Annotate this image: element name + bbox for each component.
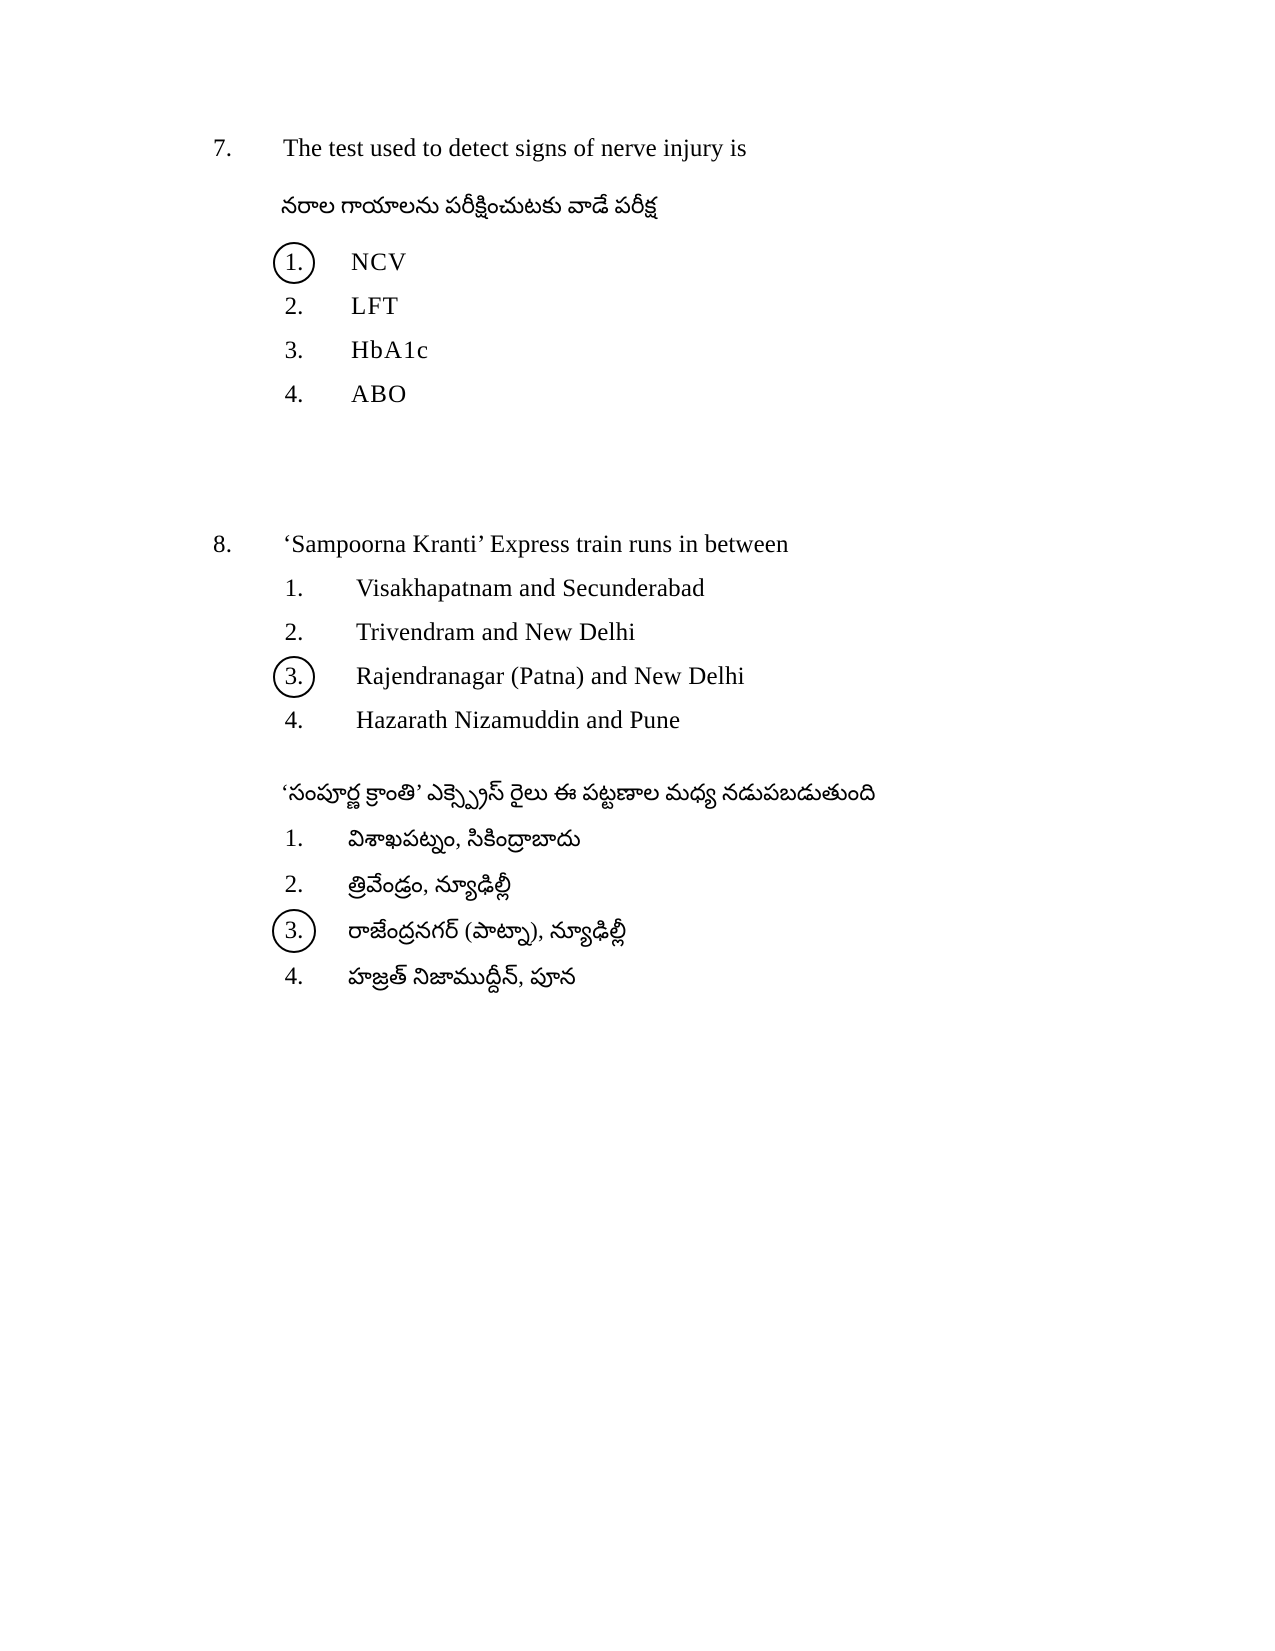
option-row[interactable] — [0, 572, 1275, 616]
option-marker-circled[interactable]: 3. — [271, 660, 317, 694]
question-8-number: 8. — [213, 531, 233, 558]
option-marker[interactable]: 1. — [284, 825, 304, 852]
option-label: HbA1c — [351, 337, 430, 364]
option-row[interactable] — [0, 914, 1275, 960]
option-label: త్రివేండ్రం, న్యూఢిల్లీ — [348, 872, 512, 897]
option-marker-circled[interactable]: 1. — [271, 246, 317, 280]
question-8-stem-english: ‘Sampoorna Kranti’ Express train runs in between — [283, 531, 789, 558]
option-marker[interactable]: 3. — [284, 337, 304, 364]
question-8-header — [0, 528, 1275, 572]
option-row[interactable] — [0, 822, 1275, 868]
option-marker[interactable]: 2. — [284, 293, 304, 320]
question-8-stem-telugu: ‘సంపూర్ణ క్రాంతి’ ఎక్స్ప్రెస్ రైలు ఈ పట్టణాల మధ్య నడుపబడుతుంది — [281, 780, 876, 805]
option-label: Hazarath Nizamuddin and Pune — [356, 707, 681, 734]
option-label: NCV — [351, 249, 408, 276]
question-8-options-english — [0, 572, 1275, 748]
question-block-8 — [0, 528, 1275, 990]
option-label: హజ్రత్ నిజాముద్దీన్, పూన — [348, 964, 577, 989]
option-row[interactable] — [0, 704, 1275, 748]
option-marker[interactable]: 1. — [284, 575, 304, 602]
option-label: Trivendram and New Delhi — [356, 619, 636, 646]
option-marker-circled[interactable]: 3. — [271, 914, 317, 948]
question-7-options-english — [0, 246, 1275, 422]
option-marker[interactable]: 4. — [284, 381, 304, 408]
question-block-7 — [0, 132, 1275, 408]
question-7-stem-telugu: నరాల గాయాలను పరీక్షించుటకు వాడే పరీక్ష — [281, 193, 657, 218]
option-label: రాజేంద్రనగర్ (పాట్నా), న్యూఢిల్లీ — [348, 918, 627, 943]
option-row[interactable] — [0, 660, 1275, 704]
option-row[interactable] — [0, 960, 1275, 1006]
option-marker[interactable]: 2. — [284, 871, 304, 898]
option-row[interactable] — [0, 378, 1275, 422]
option-marker[interactable]: 2. — [284, 619, 304, 646]
option-label: ABO — [351, 381, 408, 408]
option-row[interactable] — [0, 334, 1275, 378]
question-7-stem-english: The test used to detect signs of nerve injury is — [283, 135, 747, 162]
option-label: LFT — [351, 293, 400, 320]
option-row[interactable] — [0, 290, 1275, 334]
option-row[interactable] — [0, 246, 1275, 290]
question-7-header — [0, 132, 1275, 176]
question-8-options-telugu — [0, 822, 1275, 1006]
option-label: Rajendranagar (Patna) and New Delhi — [356, 663, 745, 690]
option-row[interactable] — [0, 868, 1275, 914]
question-7-number: 7. — [213, 135, 233, 162]
option-label: విశాఖపట్నం, సికింద్రాబాదు — [348, 826, 581, 851]
option-row[interactable] — [0, 616, 1275, 660]
option-label: Visakhapatnam and Secunderabad — [356, 575, 705, 602]
option-marker[interactable]: 4. — [284, 963, 304, 990]
option-marker[interactable]: 4. — [284, 707, 304, 734]
